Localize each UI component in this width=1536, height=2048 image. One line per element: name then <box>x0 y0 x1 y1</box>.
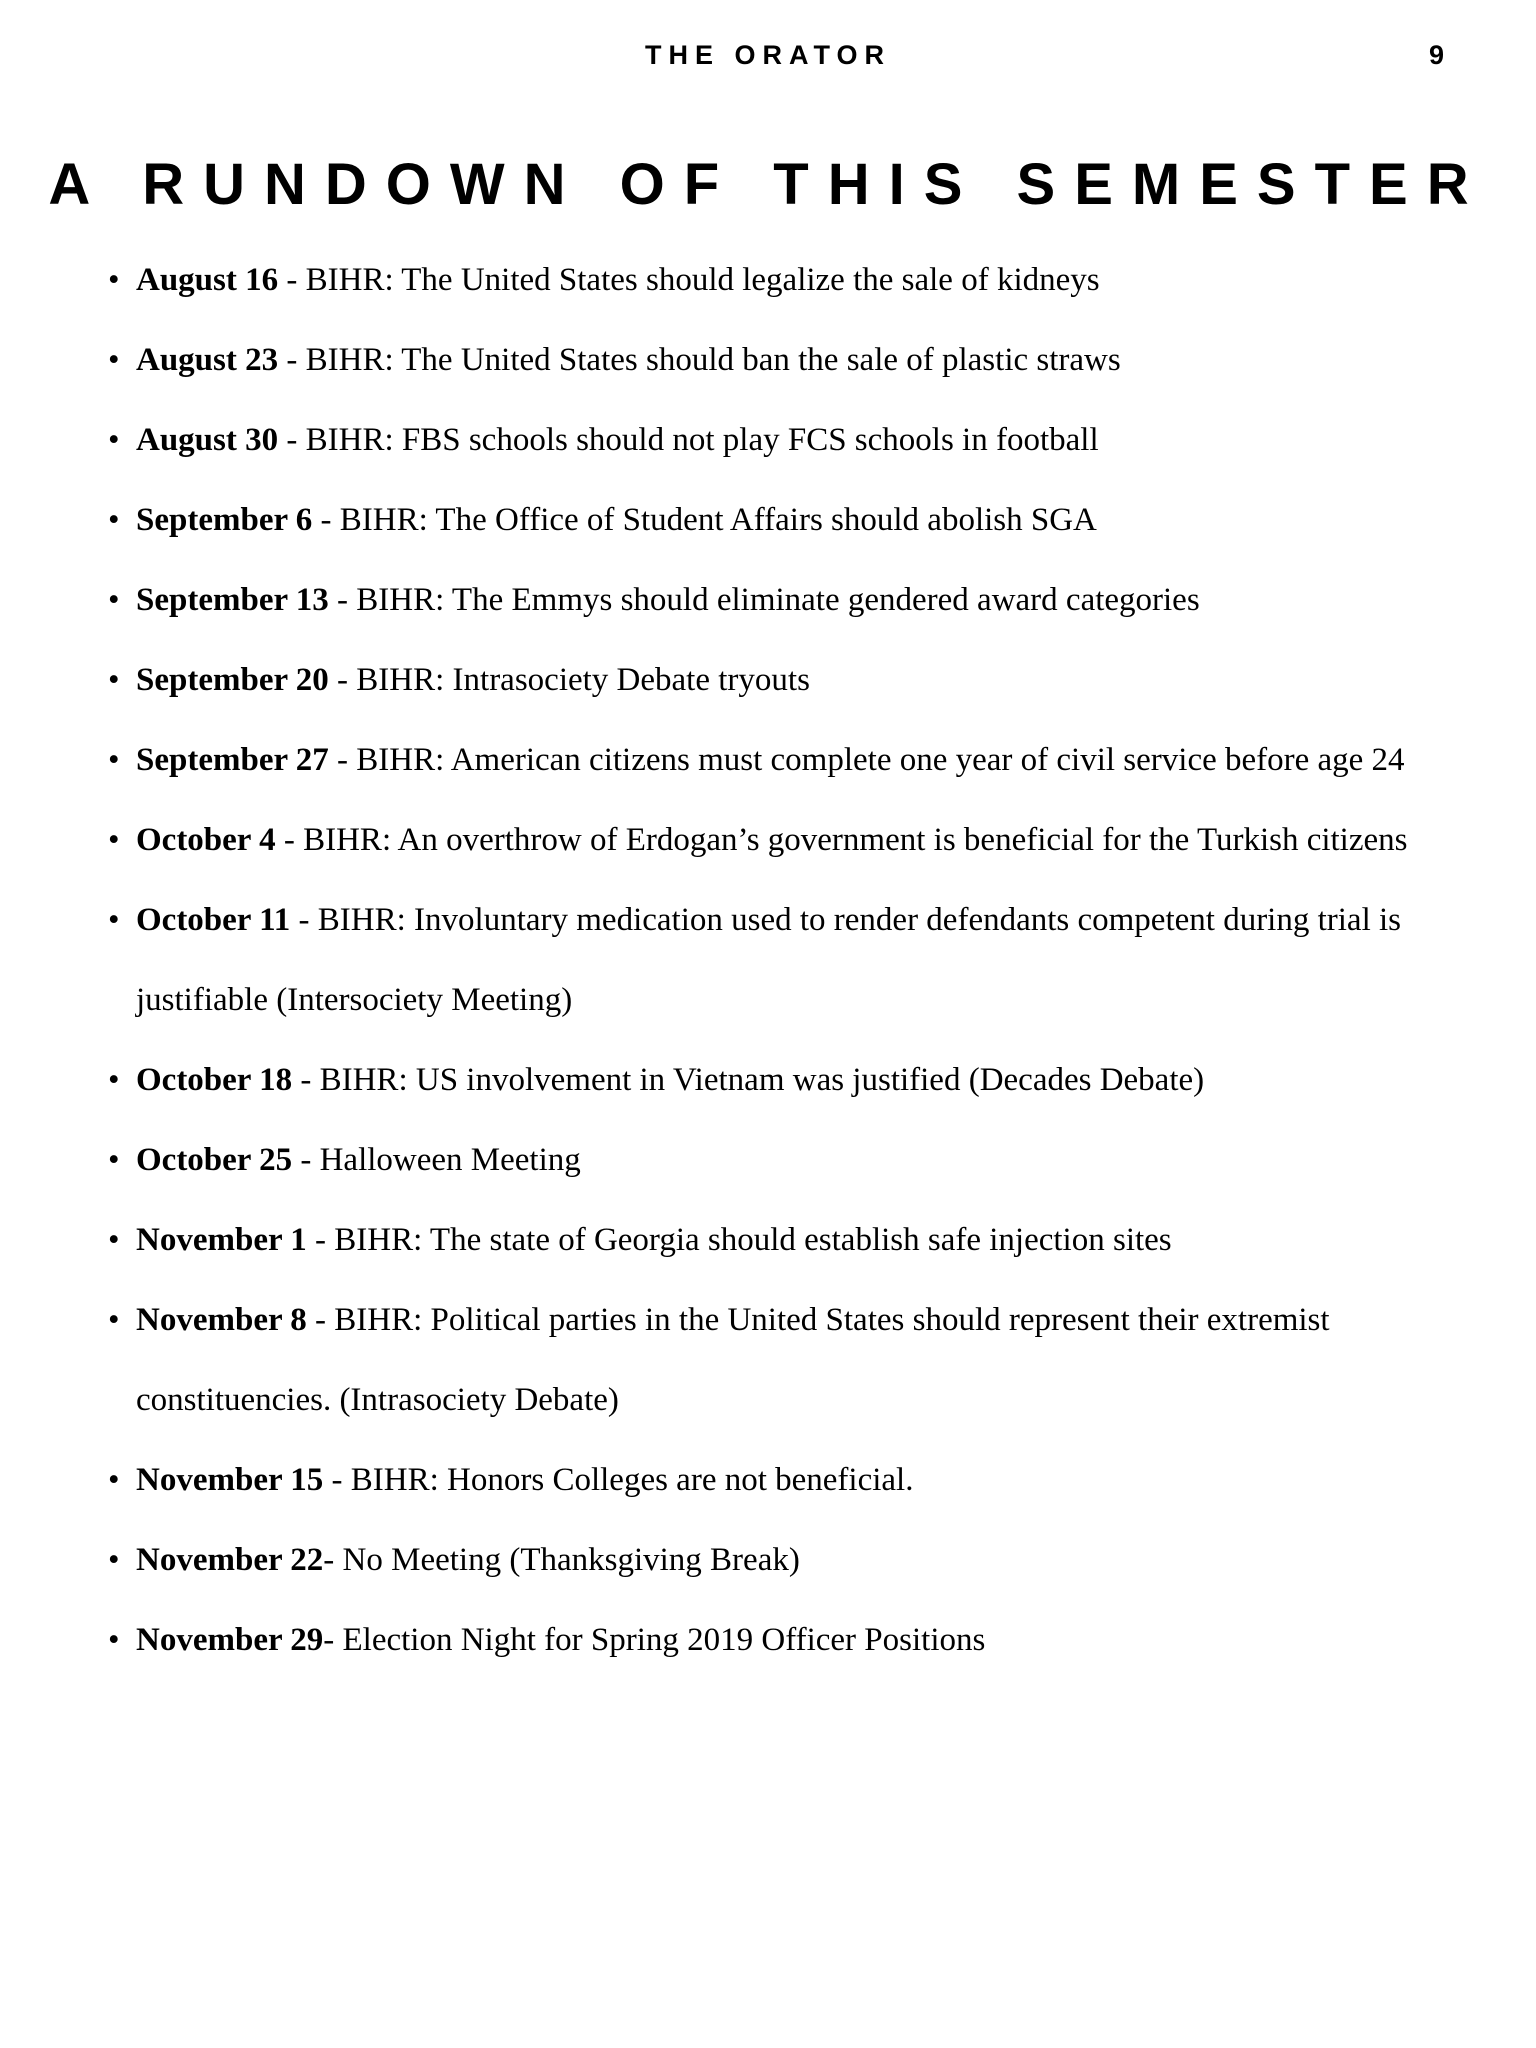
bullet-icon: • <box>108 1462 120 1498</box>
schedule-item <box>108 240 1448 320</box>
schedule-topic: - BIHR: Involuntary medication used to render defendants competent during trial is justifiable (Intersociety Meeting) <box>136 902 1402 1018</box>
schedule-date: August 23 <box>136 342 279 378</box>
schedule-list <box>108 240 1448 1680</box>
bullet-icon: • <box>108 902 120 938</box>
schedule-item <box>108 1600 1448 1680</box>
schedule-item <box>108 1120 1448 1200</box>
bullet-icon: • <box>108 742 120 778</box>
bullet-icon: • <box>108 822 120 858</box>
schedule-item <box>108 320 1448 400</box>
schedule-date: November 15 <box>136 1462 324 1498</box>
schedule-topic: - BIHR: The United States should ban the sale of plastic straws <box>278 342 1121 378</box>
bullet-icon: • <box>108 1222 120 1258</box>
schedule-topic: - Halloween Meeting <box>292 1142 581 1178</box>
schedule-topic: - Election Night for Spring 2019 Officer Positions <box>323 1622 986 1658</box>
schedule-topic: - BIHR: US involvement in Vietnam was justified (Decades Debate) <box>292 1062 1205 1098</box>
page-number: 9 <box>1428 40 1444 70</box>
schedule-item <box>108 1040 1448 1120</box>
bullet-icon: • <box>108 662 120 698</box>
schedule-date: November 8 <box>136 1302 307 1338</box>
schedule-item <box>108 1200 1448 1280</box>
schedule-date: October 4 <box>136 822 276 858</box>
schedule-topic: - BIHR: American citizens must complete one year of civil service before age 24 <box>328 742 1405 778</box>
bullet-icon: • <box>108 1302 120 1338</box>
schedule-date: November 22 <box>136 1542 324 1578</box>
schedule-topic: - BIHR: The state of Georgia should establish safe injection sites <box>306 1222 1172 1258</box>
bullet-icon: • <box>108 1622 120 1658</box>
bullet-icon: • <box>108 342 120 378</box>
schedule-date: August 30 <box>136 422 279 458</box>
bullet-icon: • <box>108 422 120 458</box>
schedule-topic: - BIHR: An overthrow of Erdogan’s government is beneficial for the Turkish citizens <box>275 822 1408 858</box>
bullet-icon: • <box>108 1542 120 1578</box>
schedule-date: October 18 <box>136 1062 293 1098</box>
schedule-item <box>108 480 1448 560</box>
schedule-topic: - No Meeting (Thanksgiving Break) <box>323 1542 800 1578</box>
schedule-item <box>108 640 1448 720</box>
schedule-item <box>108 720 1448 800</box>
schedule-date: September 20 <box>136 662 329 698</box>
schedule-topic: - BIHR: The Office of Student Affairs should abolish SGA <box>312 502 1097 538</box>
schedule-item <box>108 880 1448 1040</box>
schedule-item <box>108 560 1448 640</box>
schedule-topic: - BIHR: Intrasociety Debate tryouts <box>328 662 810 698</box>
schedule-topic: - BIHR: FBS schools should not play FCS schools in football <box>278 422 1099 458</box>
schedule-item <box>108 1440 1448 1520</box>
page-title: A RUNDOWN OF THIS SEMESTER <box>48 151 1488 217</box>
schedule-topic: - BIHR: Honors Colleges are not beneficial. <box>323 1462 914 1498</box>
schedule-topic: - BIHR: The Emmys should eliminate gendered award categories <box>328 582 1200 618</box>
schedule-date: September 27 <box>136 742 329 778</box>
schedule-item <box>108 800 1448 880</box>
publication-title: THE ORATOR <box>644 40 891 70</box>
bullet-icon: • <box>108 502 120 538</box>
schedule-date: November 29 <box>136 1622 324 1658</box>
schedule-date: November 1 <box>136 1222 307 1258</box>
bullet-icon: • <box>108 582 120 618</box>
schedule-date: September 13 <box>136 582 329 618</box>
bullet-icon: • <box>108 1142 120 1178</box>
schedule-topic: - BIHR: The United States should legalize the sale of kidneys <box>278 262 1100 298</box>
schedule-item <box>108 1280 1448 1440</box>
schedule-item <box>108 1520 1448 1600</box>
schedule-item <box>108 400 1448 480</box>
schedule-date: October 25 <box>136 1142 293 1178</box>
schedule-date: August 16 <box>136 262 279 298</box>
schedule-date: October 11 <box>136 902 291 938</box>
bullet-icon: • <box>108 262 120 298</box>
bullet-icon: • <box>108 1062 120 1098</box>
schedule-topic: - BIHR: Political parties in the United States should represent their extremist constituencies. (Intrasociety Debate) <box>136 1302 1330 1418</box>
schedule-date: September 6 <box>136 502 313 538</box>
